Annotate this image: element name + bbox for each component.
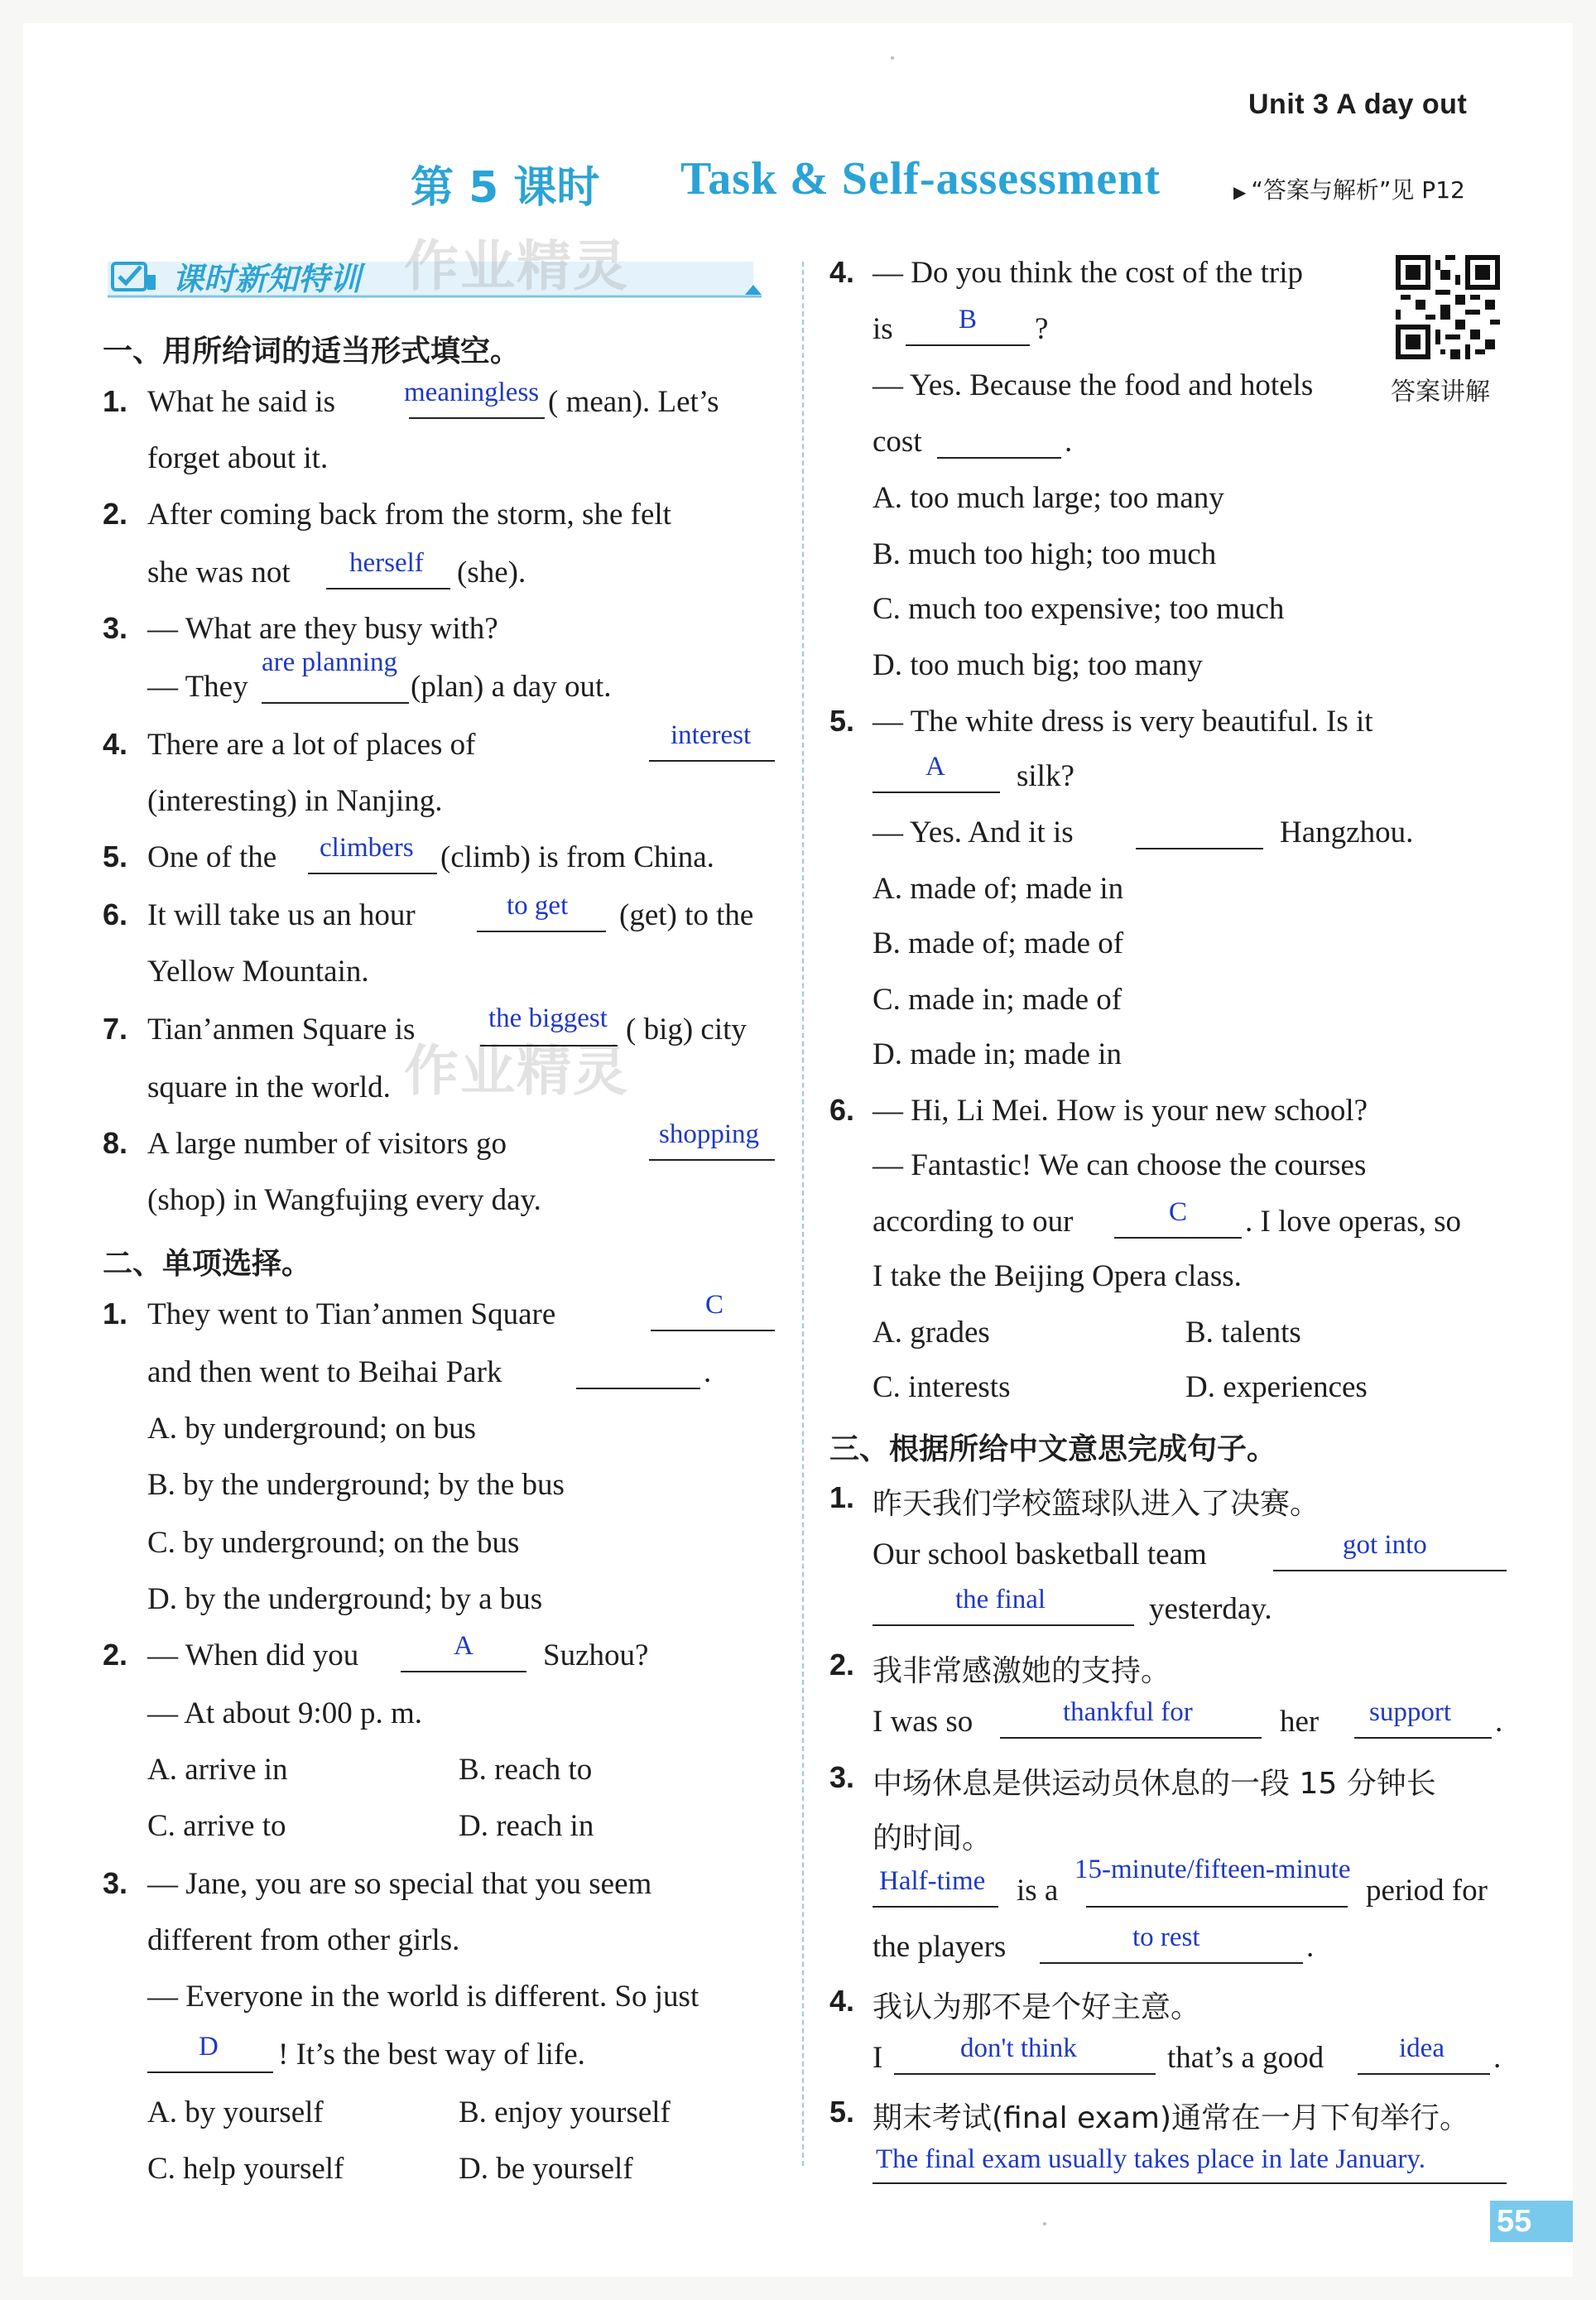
filled-answer: 15-minute/fifteen-minute: [1074, 1855, 1351, 1884]
scan-speck: [891, 56, 894, 60]
filled-answer: climbers: [320, 833, 414, 863]
question-text: (get) to the: [619, 898, 754, 932]
answer-reference: ▶ “答案与解析”见 P12: [1233, 176, 1465, 204]
option: C. help yourself: [147, 2152, 344, 2186]
question-number: 7.: [103, 1012, 128, 1046]
question-text: Suzhou?: [543, 1638, 649, 1672]
question-text: the players: [873, 1930, 1007, 1964]
question-text: (interesting) in Nanjing.: [147, 784, 443, 818]
question-number: 5.: [103, 840, 128, 873]
question-text: — Everyone in the world is different. So just: [147, 1980, 699, 2014]
column-divider: [802, 262, 804, 2166]
filled-answer: A: [454, 1631, 474, 1661]
filled-answer: A: [925, 752, 945, 782]
question-text: — Yes. Because the food and hotels: [873, 368, 1314, 402]
punctuation: .: [1306, 1930, 1315, 1964]
option: A. arrive in: [147, 1753, 288, 1787]
question-text: (shop) in Wangfujing every day.: [147, 1183, 541, 1217]
option: D. experiences: [1185, 1370, 1368, 1404]
question-text: that’s a good: [1167, 2041, 1324, 2075]
answer-blank: [894, 2073, 1156, 2075]
question-number: 2.: [103, 497, 128, 531]
punctuation: .: [1493, 2041, 1502, 2075]
filled-answer: D: [199, 2032, 219, 2062]
filled-answer: interest: [671, 720, 752, 750]
option: B. by the underground; by the bus: [147, 1468, 565, 1502]
filled-answer: The final exam usually takes place in late January.: [876, 2144, 1426, 2174]
option: A. grades: [873, 1316, 990, 1350]
question-text: ?: [1035, 312, 1049, 346]
question-text: Our school basketball team: [873, 1537, 1207, 1571]
lesson-number: 第 5 课时: [411, 163, 600, 213]
question-number: 3.: [829, 1760, 855, 1794]
filled-answer: C: [705, 1290, 724, 1320]
answer-blank: [651, 1330, 775, 1331]
question-text: I: [873, 2041, 883, 2075]
question-text: Hangzhou.: [1280, 816, 1414, 849]
watermark: 作业精灵: [404, 1039, 629, 1103]
question-number: 4.: [829, 255, 855, 289]
question-text: — Hi, Li Mei. How is your new school?: [873, 1094, 1368, 1128]
question-number: 1.: [103, 1297, 128, 1330]
filled-answer: are planning: [262, 647, 398, 677]
filled-answer: the biggest: [488, 1003, 608, 1033]
filled-answer: thankful for: [1063, 1697, 1193, 1727]
question-text: . I love operas, so: [1245, 1205, 1461, 1239]
option: A. made of; made in: [873, 872, 1124, 906]
question-number: 1.: [103, 384, 128, 418]
filled-answer: C: [1169, 1197, 1188, 1227]
option: D. made in; made in: [873, 1037, 1122, 1071]
answer-blank: [576, 1388, 700, 1389]
answer-blank: [906, 344, 1030, 346]
option: D. by the underground; by a bus: [147, 1582, 543, 1616]
answer-blank: [409, 417, 545, 419]
answer-blank: [401, 1671, 526, 1672]
option: D. too much big; too many: [873, 648, 1203, 682]
section-heading: 三、根据所给中文意思完成句子。: [829, 1432, 1277, 1466]
question-text: After coming back from the storm, she felt: [147, 498, 671, 532]
question-text: I was so: [873, 1705, 973, 1739]
option: C. arrive to: [147, 1809, 286, 1843]
question-number: 2.: [103, 1638, 128, 1672]
answer-blank: [147, 2071, 273, 2073]
filled-answer: Half-time: [879, 1866, 986, 1896]
answer-blank: [649, 1159, 775, 1161]
answer-blank: [1086, 1906, 1348, 1908]
chinese-prompt: 我非常感激她的支持。: [873, 1654, 1171, 1688]
question-text: she was not: [147, 556, 291, 589]
answer-blank: [477, 931, 606, 932]
question-text: — Jane, you are so special that you seem: [147, 1867, 652, 1901]
answer-blank: [1114, 1237, 1242, 1239]
option: A. by yourself: [147, 2096, 324, 2129]
qr-code-icon: [1396, 255, 1500, 359]
option: B. enjoy yourself: [459, 2096, 671, 2129]
filled-answer: the final: [955, 1585, 1046, 1614]
question-text: and then went to Beihai Park: [147, 1355, 502, 1389]
question-text: One of the: [147, 840, 277, 874]
option: B. made of; made of: [873, 926, 1124, 960]
question-text: yesterday.: [1149, 1592, 1272, 1626]
question-text: silk?: [1017, 759, 1074, 793]
section-heading: 二、单项选择。: [103, 1247, 312, 1281]
qr-label: 答案讲解: [1391, 378, 1490, 407]
lesson-title: Task & Self-assessment: [680, 153, 1161, 204]
question-text: — When did you: [147, 1638, 359, 1672]
filled-answer: got into: [1343, 1530, 1427, 1560]
question-number: 6.: [829, 1093, 855, 1127]
question-text: It will take us an hour: [147, 898, 416, 932]
question-text: There are a lot of places of: [147, 728, 476, 762]
option: B. reach to: [459, 1753, 593, 1787]
filled-answer: idea: [1399, 2033, 1445, 2063]
qr-code[interactable]: [1396, 255, 1500, 359]
question-text: (climb) is from China.: [440, 840, 714, 874]
question-text: ! It’s the best way of life.: [278, 2038, 585, 2071]
answer-blank: [873, 1624, 1134, 1626]
filled-answer: don't think: [960, 2033, 1077, 2063]
question-number: 5.: [829, 704, 855, 738]
answer-blank: [326, 588, 450, 589]
page-number: 55: [1497, 2204, 1532, 2239]
option: B. much too high; too much: [873, 537, 1217, 571]
question-number: 4.: [103, 727, 128, 761]
question-text: — Do you think the cost of the trip: [873, 256, 1303, 290]
filled-answer: meaningless: [404, 378, 540, 407]
question-text: ( mean). Let’s: [548, 385, 719, 419]
option: B. talents: [1185, 1316, 1301, 1350]
chinese-prompt: 的时间。: [873, 1821, 993, 1855]
question-number: 2.: [829, 1648, 855, 1682]
question-number: 8.: [103, 1126, 128, 1160]
answer-blank: [873, 1906, 998, 1908]
question-text: A large number of visitors go: [147, 1127, 507, 1161]
option: A. too much large; too many: [873, 481, 1224, 515]
section-banner-title: 课时新知特训: [172, 261, 362, 297]
question-text: forget about it.: [147, 441, 329, 475]
question-text: period for: [1366, 1874, 1488, 1908]
answer-blank: [1358, 2073, 1490, 2075]
answer-blank: [1000, 1737, 1262, 1739]
unit-label: Unit 3 A day out: [1248, 89, 1468, 120]
question-text: (plan) a day out.: [411, 670, 612, 704]
filled-answer: to rest: [1132, 1922, 1200, 1952]
chinese-prompt: 我认为那不是个好主意。: [873, 1990, 1201, 2024]
question-number: 3.: [103, 1866, 128, 1900]
triangle-icon: ▶: [1233, 182, 1247, 202]
question-text: Tian’anmen Square is: [147, 1013, 416, 1047]
chinese-prompt: 期末考试(final exam)通常在一月下旬举行。: [873, 2101, 1470, 2135]
question-text: They went to Tian’anmen Square: [147, 1297, 556, 1331]
watermark: 作业精灵: [404, 234, 629, 298]
answer-blank: [262, 702, 409, 704]
answer-blank: [1136, 848, 1263, 849]
filled-answer: shopping: [659, 1119, 760, 1149]
filled-answer: B: [959, 305, 978, 334]
question-text: — At about 9:00 p. m.: [147, 1696, 422, 1730]
question-number: 5.: [829, 2095, 855, 2129]
section-heading: 一、用所给词的适当形式填空。: [103, 334, 521, 368]
scan-speck: [1043, 2222, 1046, 2225]
punctuation: .: [704, 1355, 712, 1389]
answer-blank: [649, 760, 775, 762]
question-text: — They: [147, 670, 248, 704]
answer-blank: [480, 1045, 618, 1047]
punctuation: .: [1495, 1705, 1503, 1739]
punctuation: .: [1065, 425, 1073, 459]
option: D. reach in: [459, 1809, 594, 1843]
question-text: different from other girls.: [147, 1923, 460, 1957]
question-number: 3.: [103, 611, 128, 645]
option: C. by underground; on the bus: [147, 1526, 520, 1560]
question-text: is a: [1017, 1874, 1059, 1908]
chinese-prompt: 昨天我们学校篮球队进入了决赛。: [873, 1487, 1320, 1521]
filled-answer: support: [1369, 1697, 1451, 1727]
option: C. interests: [873, 1370, 1011, 1404]
question-text: ( big) city: [626, 1013, 747, 1047]
answer-blank: [1273, 1570, 1507, 1571]
option: C. much too expensive; too much: [873, 592, 1285, 626]
answer-blank: [937, 457, 1061, 459]
answer-blank: [1354, 1737, 1492, 1739]
question-text: — What are they busy with?: [147, 612, 498, 646]
question-text: What he said is: [147, 385, 336, 419]
question-text: is: [873, 312, 893, 346]
option: D. be yourself: [459, 2152, 633, 2186]
question-text: — The white dress is very beautiful. Is it: [873, 705, 1373, 739]
question-text: Yellow Mountain.: [147, 955, 369, 989]
option: A. by underground; on bus: [147, 1412, 477, 1446]
question-text: according to our: [873, 1205, 1074, 1239]
question-text: her: [1280, 1705, 1320, 1739]
question-number: 1.: [829, 1480, 855, 1514]
filled-answer: to get: [507, 891, 569, 921]
question-text: (she).: [457, 556, 526, 589]
question-number: 6.: [103, 897, 128, 931]
question-text: — Yes. And it is: [873, 816, 1074, 849]
question-text: I take the Beijing Opera class.: [873, 1259, 1242, 1293]
answer-blank: [1040, 1962, 1303, 1964]
answer-blank: [873, 792, 1000, 793]
answer-blank: [873, 2182, 1507, 2184]
question-text: cost: [873, 425, 922, 459]
answer-blank: [308, 873, 437, 874]
question-number: 4.: [829, 1984, 855, 2018]
question-text: — Fantastic! We can choose the courses: [873, 1148, 1367, 1182]
chinese-prompt: 中场休息是供运动员休息的一段 15 分钟长: [873, 1767, 1436, 1801]
question-text: square in the world.: [147, 1071, 391, 1104]
filled-answer: herself: [349, 548, 424, 578]
option: C. made in; made of: [873, 983, 1122, 1017]
